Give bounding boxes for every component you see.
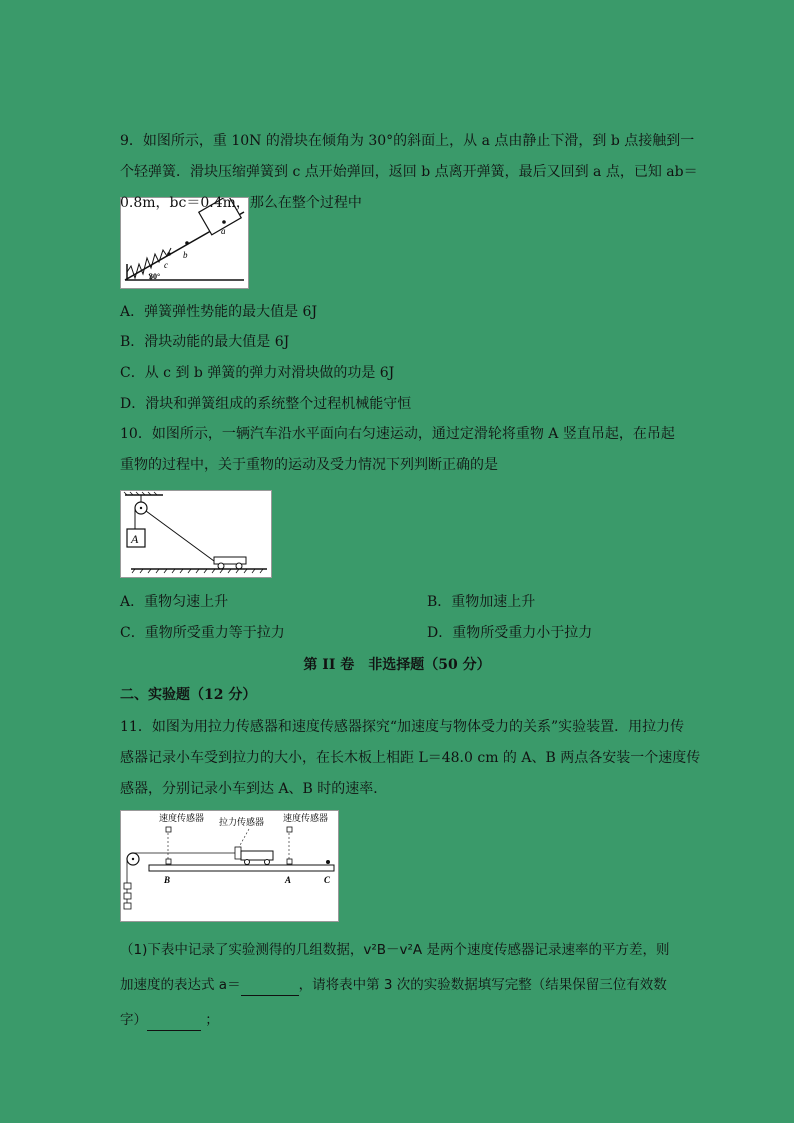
point-a-label: a: [221, 226, 226, 236]
q9-option-c: C．从 c 到 b 弹簧的弹力对滑块做的功是 6J: [120, 365, 395, 381]
q9-line-1: 9．如图所示，重 10N 的滑块在倾角为 30°的斜面上，从 a 点由静止下滑，到 b 点接触到一: [120, 133, 695, 149]
force-sensor-label: 拉力传感器: [219, 817, 265, 827]
point-c-label: c: [164, 260, 168, 270]
q10-line-2: 重物的过程中，关于重物的运动及受力情况下列判断正确的是: [120, 457, 498, 473]
speed-sensor-left-label: 速度传感器: [159, 813, 205, 823]
q11-sub1-line-2: [120, 975, 667, 996]
part2-title: 二、实验题（12 分）: [120, 687, 257, 703]
q9-option-d: D．滑块和弹簧组成的系统整个过程机械能守恒: [120, 396, 412, 412]
pulley-figure: [120, 490, 272, 578]
q10-option-c: C．重物所受重力等于拉力: [120, 625, 285, 641]
point-c-label: C: [324, 875, 331, 885]
q10-option-b: B．重物加速上升: [427, 594, 536, 610]
answer-blank-acceleration: [241, 975, 299, 996]
weight-a-label: A: [131, 532, 139, 546]
point-a-label: A: [285, 875, 292, 885]
q9-option-a: A．弹簧弹性势能的最大值是 6J: [120, 304, 318, 320]
q11-sub1-line-1: （1)下表中记录了实验测得的几组数据，v²B－v²A 是两个速度传感器记录速率的平方差，则: [120, 942, 670, 958]
section-title: 第 II 卷 非选择题（50 分）: [303, 657, 491, 673]
q11-sub1-line-2-suffix: ，请将表中第 3 次的实验数据填写完整（结果保留三位有效数: [298, 977, 667, 993]
answer-blank-table: [147, 1010, 201, 1031]
q9-line-3: 0.8m，bc＝0.4m，那么在整个过程中: [120, 195, 362, 211]
experiment-figure: [120, 810, 339, 922]
q9-option-b: B．滑块动能的最大值是 6J: [120, 334, 290, 350]
q11-sub1-line-3: [120, 1010, 219, 1031]
angle-label: 30°: [149, 272, 161, 281]
speed-sensor-right-label: 速度传感器: [283, 813, 329, 823]
q9-line-2: 个轻弹簧．滑块压缩弹簧到 c 点开始弹回，返回 b 点离开弹簧，最后又回到 a 点，已知 ab＝: [120, 164, 698, 180]
q11-sub1-line-3-suffix: ；: [205, 1012, 219, 1028]
q11-sub1-line-3-prefix: 字）: [120, 1012, 147, 1028]
point-b-label: B: [164, 875, 171, 885]
q10-option-a: A．重物匀速上升: [120, 594, 229, 610]
point-b-label: b: [183, 250, 188, 260]
q10-line-1: 10．如图所示，一辆汽车沿水平面向右匀速运动，通过定滑轮将重物 A 竖直吊起，在吊起: [120, 426, 675, 442]
q11-line-3: 感器，分别记录小车到达 A、B 时的速率．: [120, 781, 388, 797]
q10-option-d: D．重物所受重力小于拉力: [427, 625, 593, 641]
q11-line-2: 感器记录小车受到拉力的大小，在长木板上相距 L＝48.0 cm 的 A、B 两点各安装一个速度传: [120, 750, 701, 766]
q11-sub1-line-2-prefix: 加速度的表达式 a＝: [120, 977, 241, 993]
q11-line-1: 11．如图为用拉力传感器和速度传感器探究“加速度与物体受力的关系”实验装置．用拉力传: [120, 719, 685, 735]
